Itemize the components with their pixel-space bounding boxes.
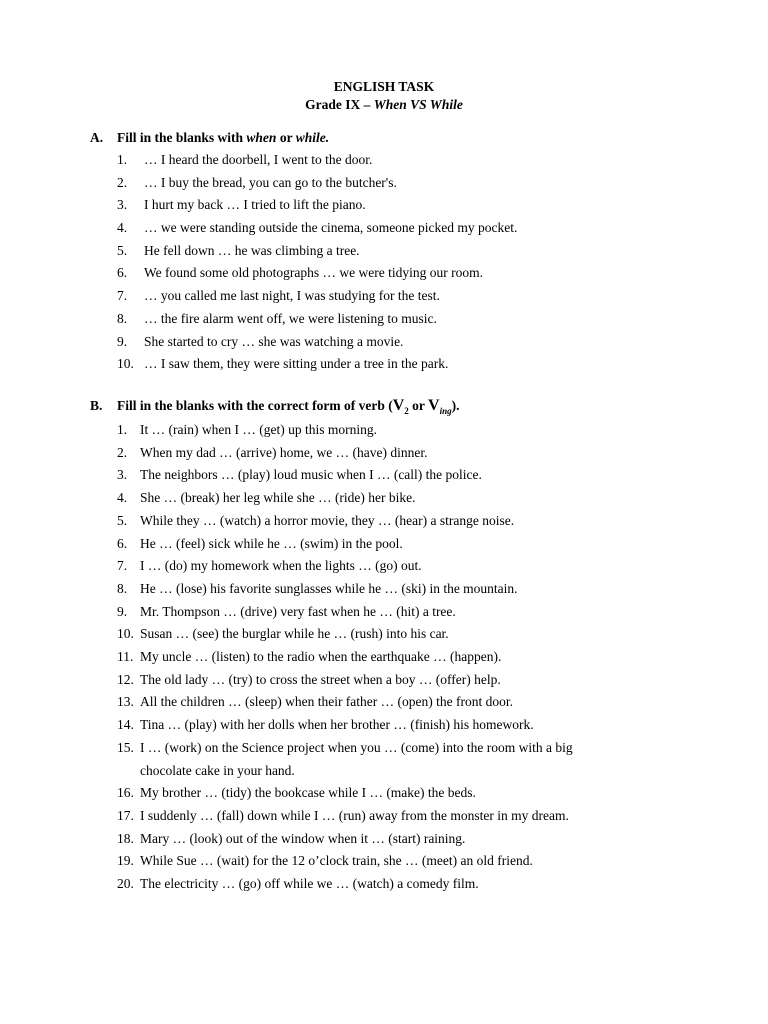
list-item — [90, 510, 710, 533]
item-number: 1. — [117, 152, 128, 167]
section-b-heading-prefix: Fill in the blanks with the correct form of verb ( — [117, 398, 393, 413]
section-b-heading-suffix: ). — [451, 398, 460, 413]
item-text: The electricity … (go) off while we … (watch) a comedy film. — [140, 876, 479, 892]
title-grade: Grade IX – — [305, 97, 374, 112]
item-number: 9. — [117, 333, 128, 349]
item-number: 13. — [117, 694, 134, 710]
list-item — [90, 219, 710, 242]
section-a-word-while: while. — [295, 130, 330, 145]
verb-v2-subscript: 2 — [404, 406, 409, 417]
item-text: He … (lose) his favorite sunglasses while he … (ski) in the mountain. — [140, 580, 518, 596]
item-number: 2. — [117, 444, 128, 460]
item-number: 3. — [117, 197, 128, 213]
list-item — [90, 805, 710, 828]
item-number: 8. — [117, 310, 128, 326]
list-item — [90, 174, 710, 197]
list-item — [90, 196, 710, 219]
list-item — [90, 419, 710, 442]
item-text: All the children … (sleep) when their father … (open) the front door. — [140, 694, 514, 710]
item-text: … we were standing outside the cinema, someone picked my pocket. — [144, 220, 518, 236]
item-text: She … (break) her leg while she … (ride) her bike. — [140, 490, 416, 506]
item-number: 7. — [117, 558, 128, 574]
verb-v2 — [392, 397, 409, 417]
item-text: I … (work) on the Science project when you … (come) into the room with a big chocolate cake in your hand. — [140, 739, 573, 778]
item-text: He fell down … he was climbing a tree. — [144, 242, 360, 258]
item-text: … I buy the bread, you can go to the butcher's. — [144, 174, 397, 190]
item-text: My uncle … (listen) to the radio when the earthquake … (happen). — [140, 649, 502, 665]
list-item — [90, 355, 710, 378]
title-line-2 — [0, 96, 768, 114]
item-text: She started to cry … she was watching a movie. — [144, 333, 404, 349]
item-text: We found some old photographs … we were tidying our room. — [144, 265, 483, 281]
item-number: 10. — [117, 356, 134, 372]
document-title — [0, 78, 768, 114]
item-text: While they … (watch) a horror movie, they … (hear) a strange noise. — [140, 512, 515, 528]
item-number: 4. — [117, 220, 128, 236]
item-number: 9. — [117, 603, 128, 619]
list-item — [90, 601, 710, 624]
title-topic: When VS While — [373, 97, 463, 112]
list-item — [90, 737, 710, 782]
section-a-word-when: when — [246, 130, 277, 145]
item-number: 14. — [117, 717, 134, 733]
verb-ving — [428, 397, 452, 417]
list-item — [90, 533, 710, 556]
list-item — [90, 782, 710, 805]
section-b-heading-or: or — [408, 398, 429, 413]
item-number: 4. — [117, 490, 128, 506]
list-item — [90, 873, 710, 896]
list-item — [90, 333, 710, 356]
item-number: 5. — [117, 512, 128, 528]
item-number: 11. — [117, 649, 134, 665]
list-item — [90, 242, 710, 265]
item-text: He … (feel) sick while he … (swim) in the pool. — [140, 535, 403, 551]
item-text: … you called me last night, I was studying for the test. — [144, 288, 440, 304]
section-a-heading-or: or — [276, 130, 296, 145]
section-a-list — [90, 151, 710, 378]
list-item — [90, 714, 710, 737]
section-a — [90, 129, 710, 378]
item-number: 8. — [117, 580, 128, 596]
section-b — [90, 397, 710, 896]
list-item — [90, 442, 710, 465]
list-item — [90, 578, 710, 601]
list-item — [90, 151, 710, 174]
item-number: 3. — [117, 467, 128, 483]
list-item — [90, 828, 710, 851]
item-text: Tina … (play) with her dolls when her brother … (finish) his homework. — [140, 717, 534, 733]
item-number: 18. — [117, 830, 134, 846]
verb-ving-subscript: ing — [439, 406, 452, 417]
list-item — [90, 264, 710, 287]
item-number: 6. — [117, 265, 128, 281]
item-number: 7. — [117, 288, 128, 304]
item-number: 2. — [117, 174, 128, 190]
item-text: Mary … (look) out of the window when it … (start) raining. — [140, 830, 466, 846]
item-text: I … (do) my homework when the lights … (go) out. — [140, 558, 422, 574]
list-item — [90, 646, 710, 669]
item-number: 12. — [117, 671, 134, 687]
item-number: 10. — [117, 626, 134, 642]
item-number: 17. — [117, 807, 134, 823]
list-item — [90, 850, 710, 873]
item-text: … I heard the doorbell, I went to the door. — [144, 152, 373, 167]
item-number: 5. — [117, 242, 128, 258]
verb-ving-letter: V — [428, 397, 440, 414]
list-item — [90, 555, 710, 578]
item-text: When my dad … (arrive) home, we … (have) dinner. — [140, 444, 428, 460]
item-number: 1. — [117, 422, 128, 437]
item-text: … the fire alarm went off, we were listening to music. — [144, 310, 437, 326]
item-text: It … (rain) when I … (get) up this morning. — [140, 422, 377, 437]
list-item — [90, 691, 710, 714]
list-item — [90, 287, 710, 310]
item-text: The neighbors … (play) loud music when I … (call) the police. — [140, 467, 482, 483]
item-number: 15. — [117, 739, 134, 755]
list-item — [90, 623, 710, 646]
list-item — [90, 464, 710, 487]
item-text: Susan … (see) the burglar while he … (rush) into his car. — [140, 626, 449, 642]
section-a-heading-prefix: Fill in the blanks with — [117, 130, 247, 145]
item-number: 16. — [117, 785, 134, 801]
item-text: I suddenly … (fall) down while I … (run) away from the monster in my dream. — [140, 807, 569, 823]
item-number: 6. — [117, 535, 128, 551]
item-text: My brother … (tidy) the bookcase while I … (make) the beds. — [140, 785, 476, 801]
section-b-heading — [90, 397, 710, 419]
item-text: Mr. Thompson … (drive) very fast when he … (hit) a tree. — [140, 603, 456, 619]
verb-v2-letter: V — [392, 397, 405, 414]
item-text: … I saw them, they were sitting under a tree in the park. — [144, 356, 449, 372]
title-line-1: ENGLISH TASK — [333, 79, 435, 94]
item-number: 19. — [117, 853, 134, 869]
list-item — [90, 487, 710, 510]
item-text: While Sue … (wait) for the 12 o’clock train, she … (meet) an old friend. — [140, 853, 533, 869]
section-b-list — [90, 419, 710, 896]
item-text: I hurt my back … I tried to lift the piano. — [144, 197, 366, 213]
list-item — [90, 310, 710, 333]
section-a-heading — [90, 129, 710, 151]
list-item — [90, 669, 710, 692]
item-text: The old lady … (try) to cross the street when a boy … (offer) help. — [140, 671, 501, 687]
item-number: 20. — [117, 876, 134, 892]
section-a-letter: A. — [90, 130, 104, 145]
section-b-letter: B. — [90, 398, 103, 413]
